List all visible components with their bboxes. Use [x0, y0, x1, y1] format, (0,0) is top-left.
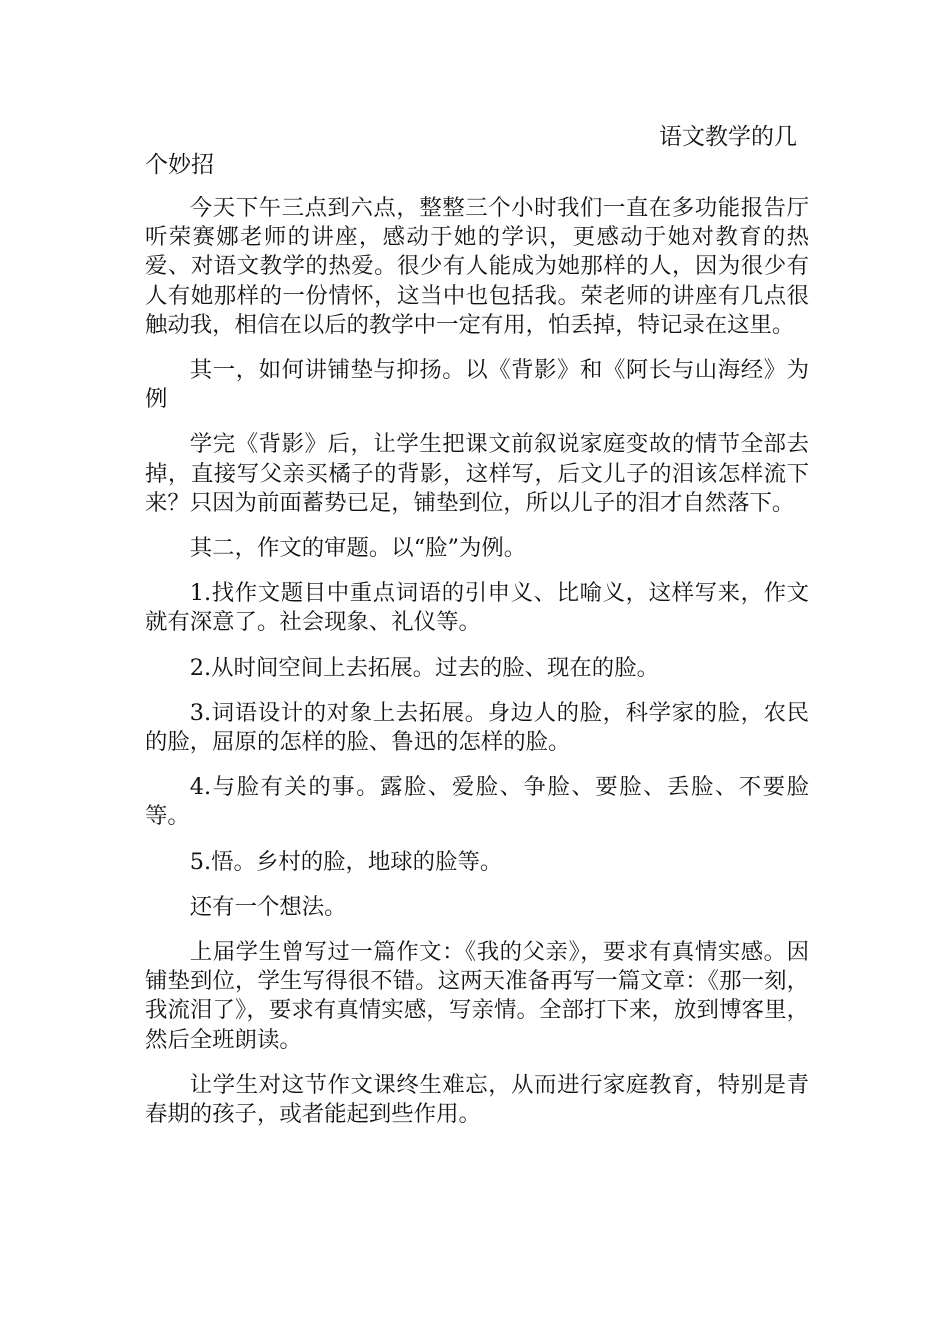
paragraph-item-5: 5.悟。乡村的脸，地球的脸等。: [189, 848, 503, 875]
paragraph-item-4: 4.与脸有关的事。露脸、爱脸、争脸、要脸、丢脸、不要脸等。: [145, 774, 809, 830]
document-title-line-2: 个妙招: [145, 152, 214, 178]
paragraph-point-two-heading: 其二，作文的审题。以“脸”为例。: [189, 535, 527, 562]
paragraph-item-1: 1.找作文题目中重点词语的引申义、比喻义，这样写来，作文就有深意了。社会现象、礼仪等。: [145, 580, 809, 636]
document-page: [145, 118, 809, 1128]
document-body: [145, 194, 809, 1145]
paragraph-point-one-body: 学完《背影》后，让学生把课文前叙说家庭变故的情节全部去掉，直接写父亲买橘子的背影，这样写，后文儿子的泪该怎样流下来？只因为前面蓄势已足，铺垫到位，所以儿子的泪才自然落下。: [145, 431, 809, 516]
document-title-line-1: 语文教学的几: [659, 124, 797, 150]
paragraph-intro: 今天下午三点到六点，整整三个小时我们一直在多功能报告厅听荣赛娜老师的讲座，感动于她的学识，更感动于她对教育的热爱、对语文教学的热爱。很少有人能成为她那样的人，因为很少有人有她那样的一份情怀，这当中也包括我。荣老师的讲座有几点很触动我，相信在以后的教学中一定有用，怕丢掉，特记录在这里。: [145, 195, 809, 338]
paragraph-previous-class: 上届学生曾写过一篇作文：《我的父亲》，要求有真情实感。因铺垫到位，学生写得很不错。这两天准备再写一篇文章：《那一刻，我流泪了》，要求有真情实感，写亲情。全部打下来，放到博客里，然后全班朗读。: [145, 939, 809, 1053]
paragraph-item-2: 2.从时间空间上去拓展。过去的脸、现在的脸。: [189, 654, 659, 681]
paragraph-item-3: 3.词语设计的对象上去拓展。身边人的脸，科学家的脸，农民的脸，屈原的怎样的脸、鲁迅的怎样的脸。: [145, 699, 809, 756]
paragraph-another-idea: 还有一个想法。: [189, 893, 347, 920]
paragraph-point-one-heading: 其一，如何讲铺垫与抑扬。以《背影》和《阿长与山海经》为例: [145, 357, 809, 413]
paragraph-conclusion: 让学生对这节作文课终生难忘，从而进行家庭教育，特别是青春期的孩子，或者能起到些作用。: [145, 1071, 809, 1128]
